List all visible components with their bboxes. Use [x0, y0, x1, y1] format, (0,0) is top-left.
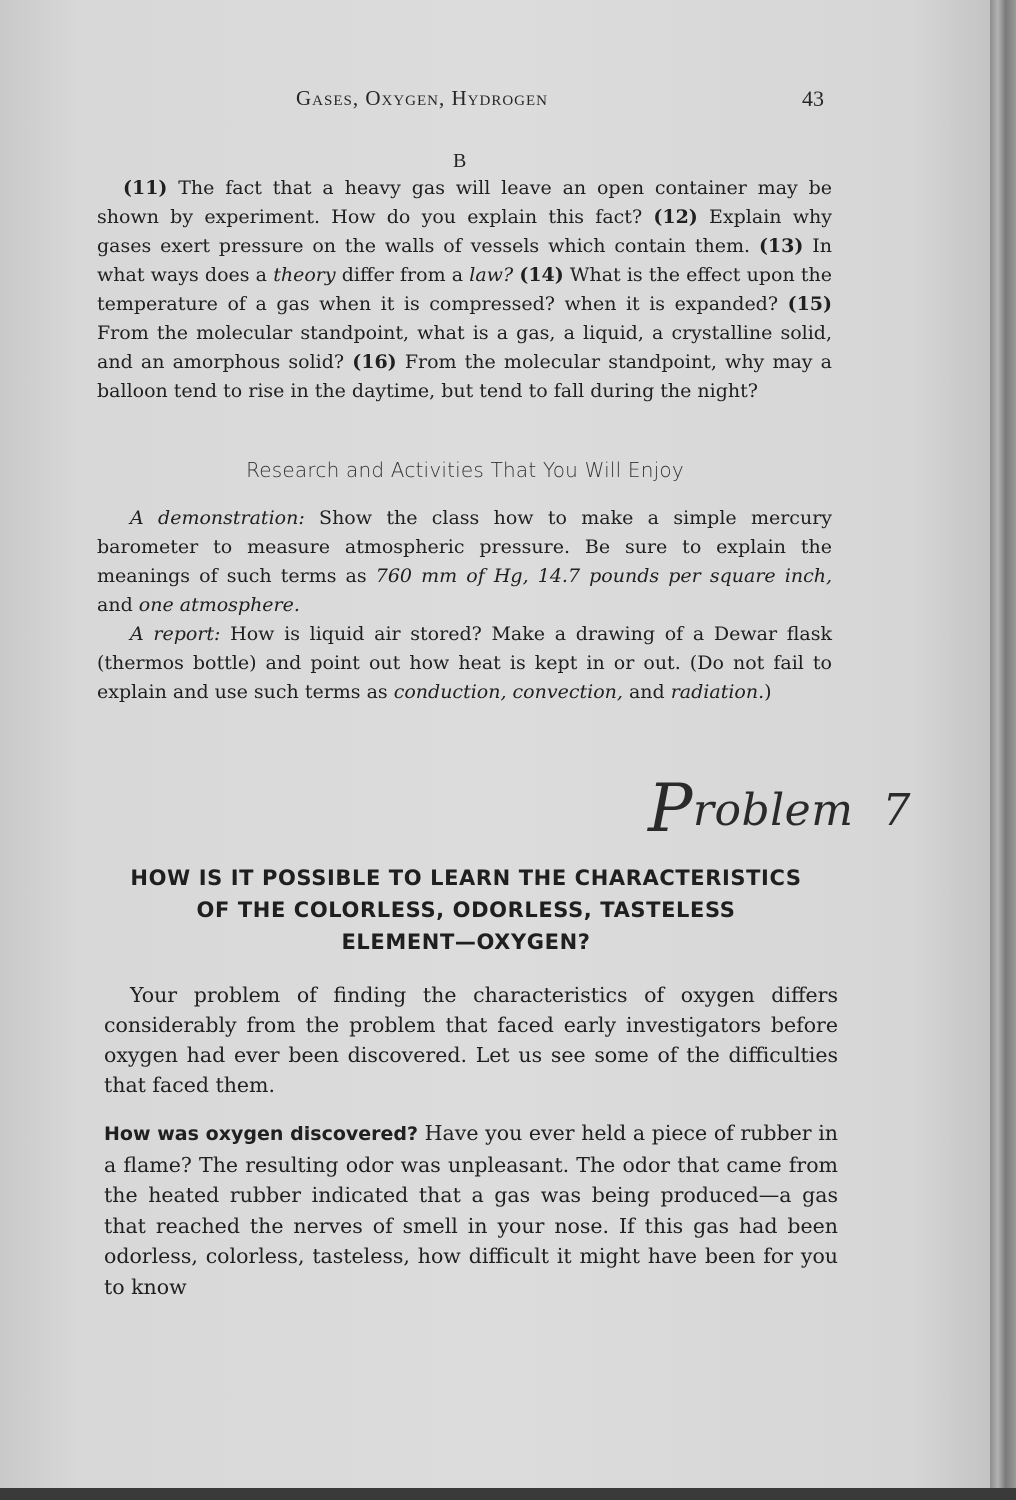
questions-paragraph [97, 174, 832, 406]
problem-number: 7 [882, 785, 911, 836]
discovery-paragraph [104, 1118, 838, 1302]
problem-heading-line-3: ELEMENT—OXYGEN? [341, 930, 591, 954]
question-number-12: (12) [653, 206, 698, 228]
discovery-text: Have you ever held a piece of rubber in a flame? The resulting odor was unpleasant. The odor that came from the heated rubber indicated that a gas was being produced—a gas that reached the nerves of smell in your nose. If this gas had been odorless, colorless, tasteless, how difficult it might have been for you to know [104, 1121, 838, 1299]
running-head: Gases, Oxygen, Hydrogen [296, 86, 548, 110]
activities-list [97, 504, 832, 707]
report-term-2: radiation. [670, 681, 765, 703]
problem-script-title [648, 770, 911, 847]
review-questions [97, 174, 832, 406]
demonstration-text-1: Show the class how to make a simple mercury barometer to measure atmospheric pressure. Be sure to explain the meanings of such terms as [97, 507, 833, 587]
demonstration-text-2: and [97, 594, 139, 616]
report-text-2: and [622, 681, 671, 703]
bottom-shadow [0, 1488, 1016, 1500]
question-12: Explain why gases exert pressure on the walls of vessels which contain them. [97, 206, 832, 257]
demonstration-paragraph [97, 504, 832, 620]
report-paragraph [97, 620, 832, 707]
discovery-section [104, 1118, 838, 1302]
question-14: What is the effect upon the temperature of a gas when it is compressed? when it is expanded? [97, 264, 832, 315]
question-13-part-1: In what ways does a [97, 235, 832, 286]
problem-heading-line-1: HOW IS IT POSSIBLE TO LEARN THE CHARACTERISTICS [130, 866, 802, 890]
question-16: From the molecular standpoint, why may a balloon tend to rise in the daytime, but tend to fall during the night? [97, 351, 832, 402]
question-number-14: (14) [519, 264, 564, 286]
activities-heading: Research and Activities That You Will Enjoy [246, 458, 684, 482]
report-text-1: How is liquid air stored? Make a drawing of a Dewar flask (thermos bottle) and point out how heat is kept in or out. (Do not fail to explain and use such terms as [97, 623, 833, 703]
demonstration-lead: A demonstration: [130, 507, 305, 529]
problem-heading [90, 862, 842, 958]
question-13-term-theory: theory [273, 264, 336, 286]
demonstration-term-1: 760 mm of Hg, 14.7 pounds per square inch, [375, 565, 832, 587]
question-13-part-2: differ from a [335, 264, 470, 286]
problem-script-word: roblem [692, 785, 854, 836]
page-edge [990, 0, 1016, 1500]
question-number-15: (15) [787, 293, 832, 315]
report-lead: A report: [130, 623, 221, 645]
problem-script-initial: P [648, 770, 693, 847]
report-text-3: ) [764, 681, 772, 703]
question-13-term-law: law? [469, 264, 514, 286]
section-letter: B [453, 150, 467, 172]
question-number-11: (11) [123, 177, 168, 199]
discovery-side-head: How was oxygen discovered? [104, 1123, 419, 1145]
report-term-1: conduction, convection, [393, 681, 623, 703]
question-15: From the molecular standpoint, what is a gas, a liquid, a crystalline solid, and an amorphous solid? [97, 322, 832, 373]
problem-heading-line-2: OF THE COLORLESS, ODORLESS, TASTELESS [196, 898, 736, 922]
question-number-16: (16) [352, 351, 397, 373]
question-11: The fact that a heavy gas will leave an open container may be shown by experiment. How do you explain this fact? [97, 177, 832, 228]
page-number: 43 [802, 86, 824, 111]
intro-paragraph: Your problem of finding the characteristics of oxygen differs considerably from the problem that faced early investigators before oxygen had ever been discovered. Let us see some of the difficulties that faced them. [104, 983, 838, 1097]
demonstration-term-2: one atmosphere. [138, 594, 300, 616]
intro-section [104, 980, 838, 1100]
question-number-13: (13) [758, 235, 804, 257]
